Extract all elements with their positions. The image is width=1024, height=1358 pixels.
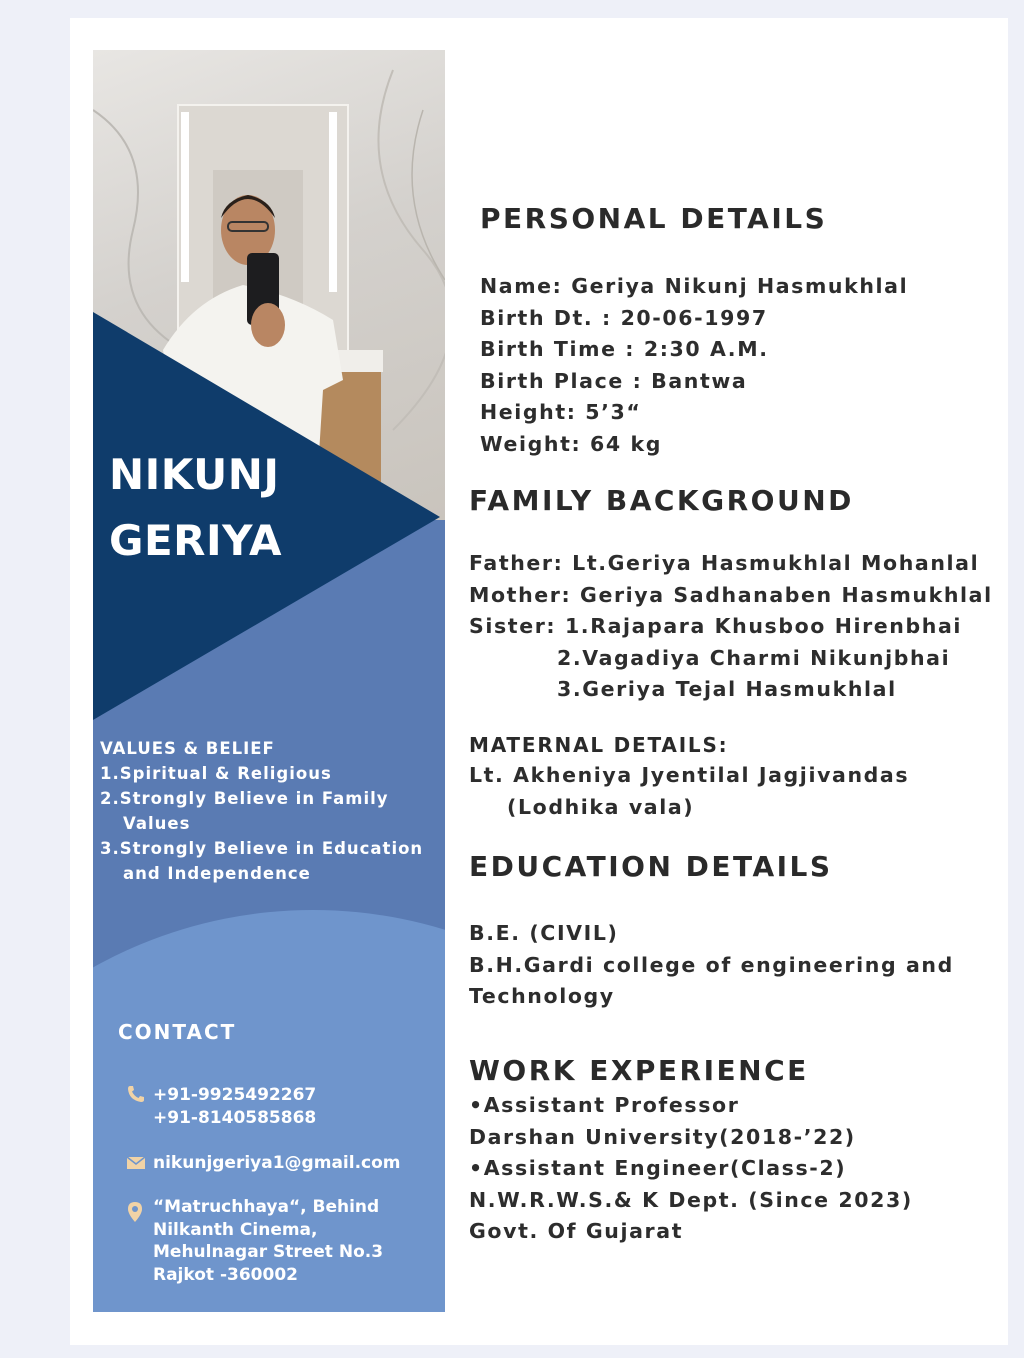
location-pin-icon — [126, 1201, 144, 1230]
work-details — [469, 1090, 913, 1248]
detail-line: Technology — [469, 984, 615, 1008]
detail-line: B.H.Gardi college of engineering and — [469, 952, 954, 977]
values-title: VALUES & BELIEF — [100, 739, 275, 758]
detail-line: •Assistant Professor — [469, 1093, 740, 1117]
family-background-heading: FAMILY BACKGROUND — [469, 484, 854, 517]
detail-line: Lt. Akheniya Jyentilal Jagjivandas — [469, 763, 910, 787]
education-details — [469, 918, 954, 1013]
detail-line: (Lodhika vala) — [507, 794, 695, 819]
address-line: Mehulnagar Street No.3 — [153, 1242, 384, 1262]
email-link[interactable]: nikunjgeriya1@gmail.com — [153, 1153, 401, 1173]
personal-details-heading: PERSONAL DETAILS — [480, 202, 828, 235]
detail-line: Mother: Geriya Sadhanaben Hasmukhlal — [469, 582, 993, 607]
detail-line: Height: 5’3“ — [480, 400, 642, 424]
detail-line: Name: Geriya Nikunj Hasmukhlal — [480, 274, 909, 298]
sidebar — [93, 50, 445, 1312]
detail-line: Darshan University(2018-’22) — [469, 1124, 856, 1149]
values-item: 1.Spiritual & Religious — [100, 764, 332, 783]
detail-line: 3.Geriya Tejal Hasmukhlal — [557, 677, 897, 701]
phone-1[interactable]: +91-9925492267 — [153, 1085, 317, 1105]
detail-line: B.E. (CIVIL) — [469, 921, 619, 945]
detail-line: Birth Place : Bantwa — [480, 368, 748, 393]
contact-title: CONTACT — [118, 1020, 237, 1044]
family-details — [469, 548, 993, 706]
address-line: “Matruchhaya“, Behind — [153, 1197, 380, 1217]
detail-line: Sister: 1.Rajapara Khusboo Hirenbhai — [469, 614, 963, 638]
values-section — [100, 736, 440, 886]
education-details-heading: EDUCATION DETAILS — [469, 850, 833, 883]
detail-line: Birth Dt. : 20-06-1997 — [480, 305, 768, 330]
detail-line: Birth Time : 2:30 A.M. — [480, 337, 769, 361]
last-name: GERIYA — [109, 516, 283, 565]
values-item: Values — [123, 814, 191, 833]
work-experience-heading: WORK EXPERIENCE — [469, 1054, 809, 1087]
detail-line: Father: Lt.Geriya Hasmukhlal Mohanlal — [469, 551, 980, 575]
first-name: NIKUNJ — [109, 450, 280, 499]
detail-line: 2.Vagadiya Charmi Nikunjbhai — [557, 645, 951, 670]
detail-line: N.W.R.W.S.& K Dept. (Since 2023) — [469, 1187, 913, 1212]
values-item: 3.Strongly Believe in Education — [100, 839, 424, 858]
navy-triangle — [93, 50, 445, 730]
detail-line: •Assistant Engineer(Class-2) — [469, 1156, 847, 1180]
personal-details — [480, 271, 908, 460]
mail-icon — [126, 1155, 146, 1178]
phone-icon — [126, 1084, 146, 1111]
maternal-details-heading: MATERNAL DETAILS: — [469, 733, 729, 757]
detail-line: Govt. Of Gujarat — [469, 1219, 684, 1243]
detail-line: Weight: 64 kg — [480, 431, 662, 456]
address-line: Rajkot -360002 — [153, 1264, 298, 1285]
values-item: 2.Strongly Believe in Family — [100, 789, 389, 808]
phone-2[interactable]: +91-8140585868 — [153, 1107, 317, 1128]
values-item: and Independence — [123, 864, 311, 883]
address-line: Nilkanth Cinema, — [153, 1219, 318, 1240]
maternal-details — [469, 760, 909, 823]
